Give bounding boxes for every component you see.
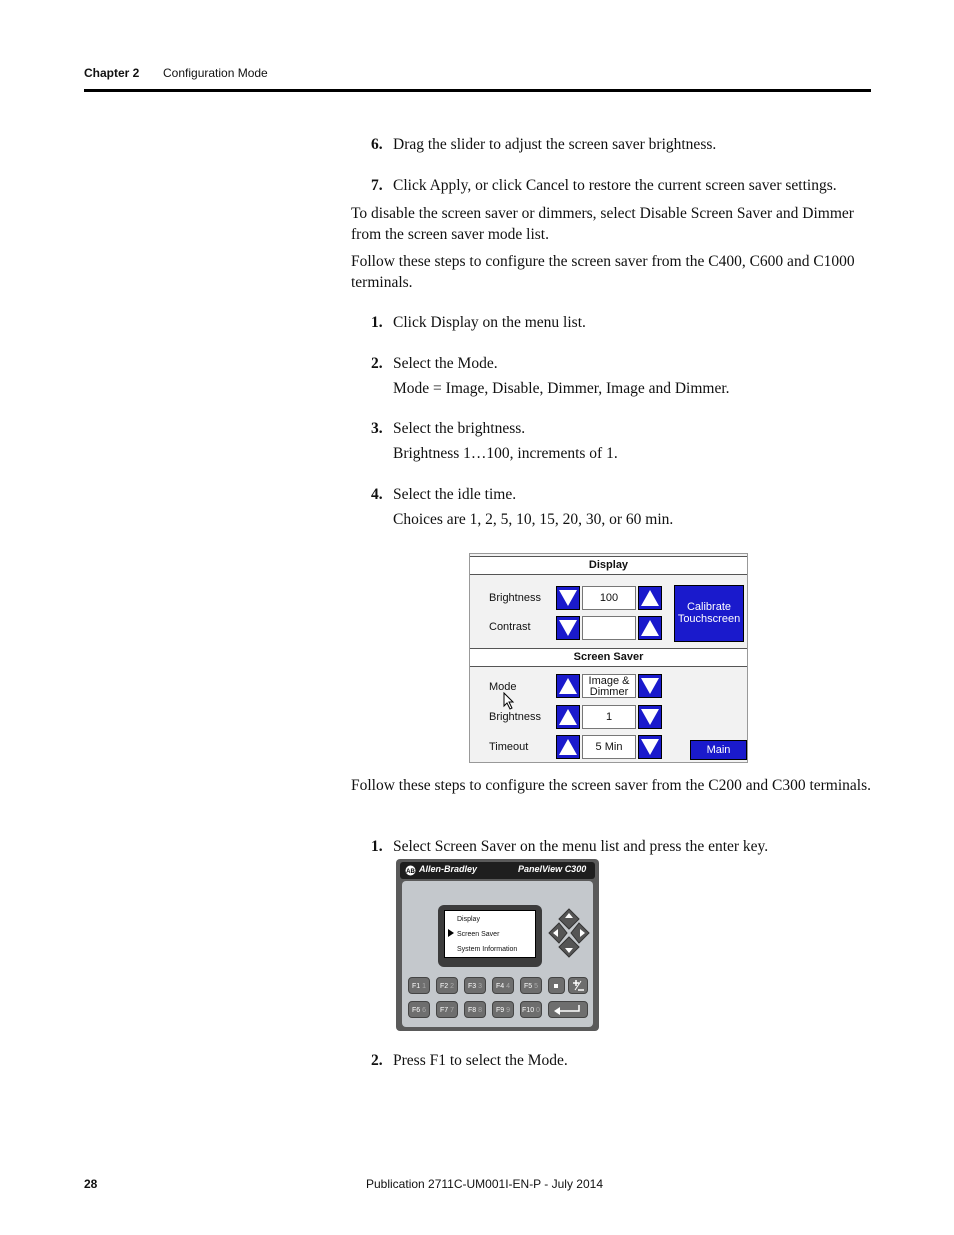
device-brand-bar (400, 862, 595, 879)
f9-key-digit: 9 (506, 1007, 511, 1014)
step-text: Press F1 to select the Mode. (393, 1052, 568, 1069)
f3-key[interactable] (464, 977, 486, 994)
step-text: Select Screen Saver on the menu list and press the enter key. (393, 838, 769, 855)
f4-key-label: F4 (495, 983, 505, 990)
screen-saver-brightness-label: Brightness (489, 711, 541, 723)
contrast-label: Contrast (489, 621, 531, 633)
publication-info: Publication 2711C-UM001I-EN-P - July 2014 (366, 1177, 604, 1191)
display-title: Display (470, 556, 747, 575)
mode-up-button[interactable] (556, 674, 580, 698)
step-detail: Brightness 1…100, increments of 1. (393, 445, 618, 462)
calibrate-touchscreen-button[interactable] (674, 585, 744, 642)
f4-key-digit: 4 (506, 983, 511, 990)
f7-key-digit: 7 (450, 1007, 455, 1014)
brightness-value[interactable]: 100 (582, 586, 636, 610)
step-number: 2. (371, 1052, 383, 1069)
step-number: 6. (371, 136, 383, 153)
f4-key[interactable] (492, 977, 514, 994)
step-text: Click Apply, or click Cancel to restore the current screen saver settings. (393, 177, 837, 194)
f10-key[interactable] (520, 1001, 542, 1018)
step-number: 3. (371, 420, 383, 437)
step-text: Click Display on the menu list. (393, 314, 586, 331)
f2-key-digit: 2 (450, 983, 455, 990)
plus-minus-icon (569, 978, 587, 993)
arrow-down-icon (639, 675, 661, 697)
device-model: PanelView C300 (518, 864, 587, 874)
decimal-key[interactable] (548, 977, 565, 994)
arrow-up-icon (639, 617, 661, 639)
page-number: 28 (84, 1177, 98, 1191)
navigation-dpad[interactable] (547, 907, 591, 959)
arrow-up-icon (557, 675, 579, 697)
arrow-down-icon (639, 736, 661, 758)
contrast-down-button[interactable] (556, 616, 580, 640)
f3-key-digit: 3 (478, 983, 483, 990)
arrow-down-icon (639, 706, 661, 728)
f1-key[interactable] (408, 977, 430, 994)
brightness-label: Brightness (489, 592, 541, 604)
mode-down-button[interactable] (638, 674, 662, 698)
arrow-down-icon (557, 587, 579, 609)
f10-key-label: F10 (522, 1007, 535, 1014)
arrow-up-icon (557, 736, 579, 758)
f9-key[interactable] (492, 1001, 514, 1018)
brightness-up-button[interactable] (638, 586, 662, 610)
selection-arrow-icon (448, 929, 454, 937)
paragraph-c300: Follow these steps to configure the screen saver from the C200 and C300 terminals. (351, 777, 871, 794)
f2-key[interactable] (436, 977, 458, 994)
step-text: Select the idle time. (393, 486, 517, 503)
step-number: 1. (371, 314, 383, 331)
step-detail: Choices are 1, 2, 5, 10, 15, 20, 30, or 60 min. (393, 511, 674, 528)
ss-brightness-value[interactable]: 1 (582, 705, 636, 729)
svg-text:AB: AB (406, 869, 415, 875)
arrow-down-icon (557, 617, 579, 639)
mode-value-line1: Image & (588, 675, 630, 687)
timeout-up-button[interactable] (556, 735, 580, 759)
calibrate-label-line2: Touchscreen (677, 613, 741, 625)
f7-key-label: F7 (439, 1007, 449, 1014)
device-brand: Allen-Bradley (419, 864, 478, 874)
contrast-value[interactable] (582, 616, 636, 640)
f8-key-digit: 8 (478, 1007, 483, 1014)
step-text: Select the brightness. (393, 420, 526, 437)
f6-key-label: F6 (411, 1007, 421, 1014)
contrast-up-button[interactable] (638, 616, 662, 640)
f7-key[interactable] (436, 1001, 458, 1018)
enter-key[interactable] (548, 1001, 588, 1018)
step-number: 1. (371, 838, 383, 855)
f1-key-label: F1 (411, 983, 421, 990)
brightness-down-button[interactable] (556, 586, 580, 610)
device-screen-bezel (438, 905, 542, 967)
chapter-title: Configuration Mode (163, 66, 268, 80)
chapter-label: Chapter 2 (84, 66, 140, 80)
mode-label: Mode (489, 681, 517, 693)
device-menu-item-selected[interactable]: Screen Saver (457, 931, 500, 938)
device-menu-item[interactable]: System Information (457, 946, 518, 953)
display-settings-screenshot (469, 553, 748, 763)
f9-key-label: F9 (495, 1007, 505, 1014)
ss-brightness-up-button[interactable] (556, 705, 580, 729)
plus-minus-key[interactable] (568, 977, 588, 994)
paragraph-c400: Follow these steps to configure the screen saver from the C400, C600 and C1000 terminals. (351, 253, 855, 291)
screen-saver-section-title: Screen Saver (470, 648, 747, 667)
mode-value-line2: Dimmer (589, 686, 629, 698)
timeout-label: Timeout (489, 741, 529, 753)
step-text: Select the Mode. (393, 355, 498, 372)
step-number: 4. (371, 486, 383, 503)
f5-key-label: F5 (523, 983, 533, 990)
f6-key-digit: 6 (422, 1007, 427, 1014)
f6-key[interactable] (408, 1001, 430, 1018)
header-rule (84, 89, 871, 92)
f3-key-label: F3 (467, 983, 477, 990)
paragraph-disable: To disable the screen saver or dimmers, select Disable Screen Saver and Dimmer from the screen saver mode list. (351, 205, 854, 243)
step-number: 2. (371, 355, 383, 372)
f5-key[interactable] (520, 977, 542, 994)
step-detail: Mode = Image, Disable, Dimmer, Image and Dimmer. (393, 380, 730, 397)
arrow-up-icon (557, 706, 579, 728)
panelview-c300-device-image (396, 859, 599, 1031)
device-menu-item[interactable]: Display (457, 916, 480, 923)
allen-bradley-logo-icon (405, 865, 416, 876)
device-faceplate (402, 881, 593, 1027)
arrow-up-icon (639, 587, 661, 609)
f5-key-digit: 5 (534, 983, 539, 990)
dot-icon (549, 978, 564, 993)
mouse-cursor-icon (503, 692, 515, 710)
f8-key-label: F8 (467, 1007, 477, 1014)
timeout-down-button[interactable] (638, 735, 662, 759)
mode-value[interactable] (582, 674, 636, 698)
calibrate-label-line1: Calibrate (686, 601, 732, 613)
step-text: Drag the slider to adjust the screen saver brightness. (393, 136, 717, 153)
step-number: 7. (371, 177, 383, 194)
f10-key-digit: 0 (536, 1007, 540, 1014)
timeout-value[interactable]: 5 Min (582, 735, 636, 759)
f2-key-label: F2 (439, 983, 449, 990)
f1-key-digit: 1 (422, 983, 427, 990)
ss-brightness-down-button[interactable] (638, 705, 662, 729)
f8-key[interactable] (464, 1001, 486, 1018)
main-button[interactable]: Main (690, 740, 747, 760)
enter-arrow-icon (549, 1002, 587, 1017)
device-screen (444, 910, 536, 958)
